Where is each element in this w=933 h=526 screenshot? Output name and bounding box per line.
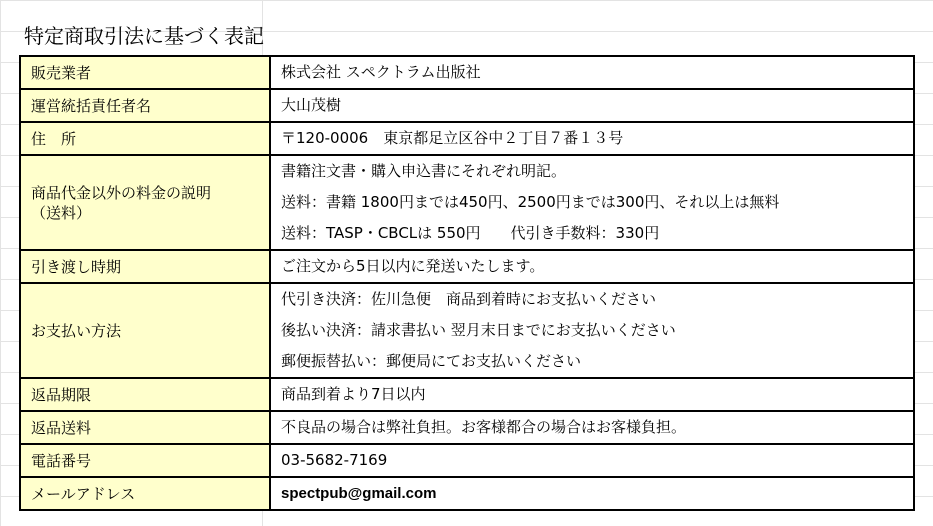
table-row-seller (20, 56, 914, 89)
row-label: 住 所 (20, 122, 270, 155)
label-line: 商品代金以外の料金の説明 (31, 183, 212, 202)
table-row-return-shipping (20, 411, 914, 444)
table-row-email (20, 477, 914, 510)
row-value (270, 283, 914, 378)
value-line: 送料：TASP・CBCLは 550円 代引き手数料：330円 (281, 224, 660, 242)
row-label: 販売業者 (20, 56, 270, 89)
row-label: 引き渡し時期 (20, 250, 270, 283)
value-line: 代引き決済：佐川急便 商品到着時にお支払いください (281, 290, 657, 308)
value-line: 不良品の場合は弊社負担。お客様都合の場合はお客様負担。 (281, 418, 687, 436)
row-label (20, 155, 270, 250)
row-value (270, 477, 914, 510)
value-line: 後払い決済：請求書払い 翌月末日までにお支払いください (281, 321, 676, 339)
row-label: お支払い方法 (20, 283, 270, 378)
label-line: （送料） (31, 203, 92, 222)
disclosure-table (19, 55, 915, 511)
table-row-address (20, 122, 914, 155)
row-value (270, 444, 914, 477)
value-line: 商品到着より7日以内 (281, 385, 426, 403)
row-value (270, 378, 914, 411)
table-row-return-period (20, 378, 914, 411)
table-row-delivery (20, 250, 914, 283)
row-label: 運営統括責任者名 (20, 89, 270, 122)
value-line: 郵便振替払い：郵便局にてお支払いください (281, 352, 582, 370)
table-row-manager (20, 89, 914, 122)
value-line: 書籍注文書・購入申込書にそれぞれ明記。 (281, 162, 567, 180)
value-line: 大山茂樹 (281, 96, 342, 114)
phone-number: 03-5682-7169 (281, 451, 388, 469)
row-label: 電話番号 (20, 444, 270, 477)
row-label: 返品期限 (20, 378, 270, 411)
row-label: メールアドレス (20, 477, 270, 510)
table-row-extra-charges (20, 155, 914, 250)
value-line: ご注文から5日以内に発送いたします。 (281, 257, 545, 275)
row-value (270, 411, 914, 444)
row-value (270, 250, 914, 283)
row-label: 返品送料 (20, 411, 270, 444)
row-value (270, 56, 914, 89)
row-value (270, 155, 914, 250)
page-title: 特定商取引法に基づく表記 (24, 24, 264, 48)
row-value (270, 122, 914, 155)
value-line: 株式会社 スペクトラム出版社 (281, 63, 481, 81)
table-row-payment (20, 283, 914, 378)
value-line: 送料：書籍 1800円までは450円、2500円までは300円、それ以上は無料 (281, 193, 780, 211)
row-value (270, 89, 914, 122)
email-address: spectpub@gmail.com (281, 485, 437, 502)
value-line: 〒120-0006 東京都足立区谷中２丁目７番１３号 (281, 129, 624, 147)
table-row-phone (20, 444, 914, 477)
